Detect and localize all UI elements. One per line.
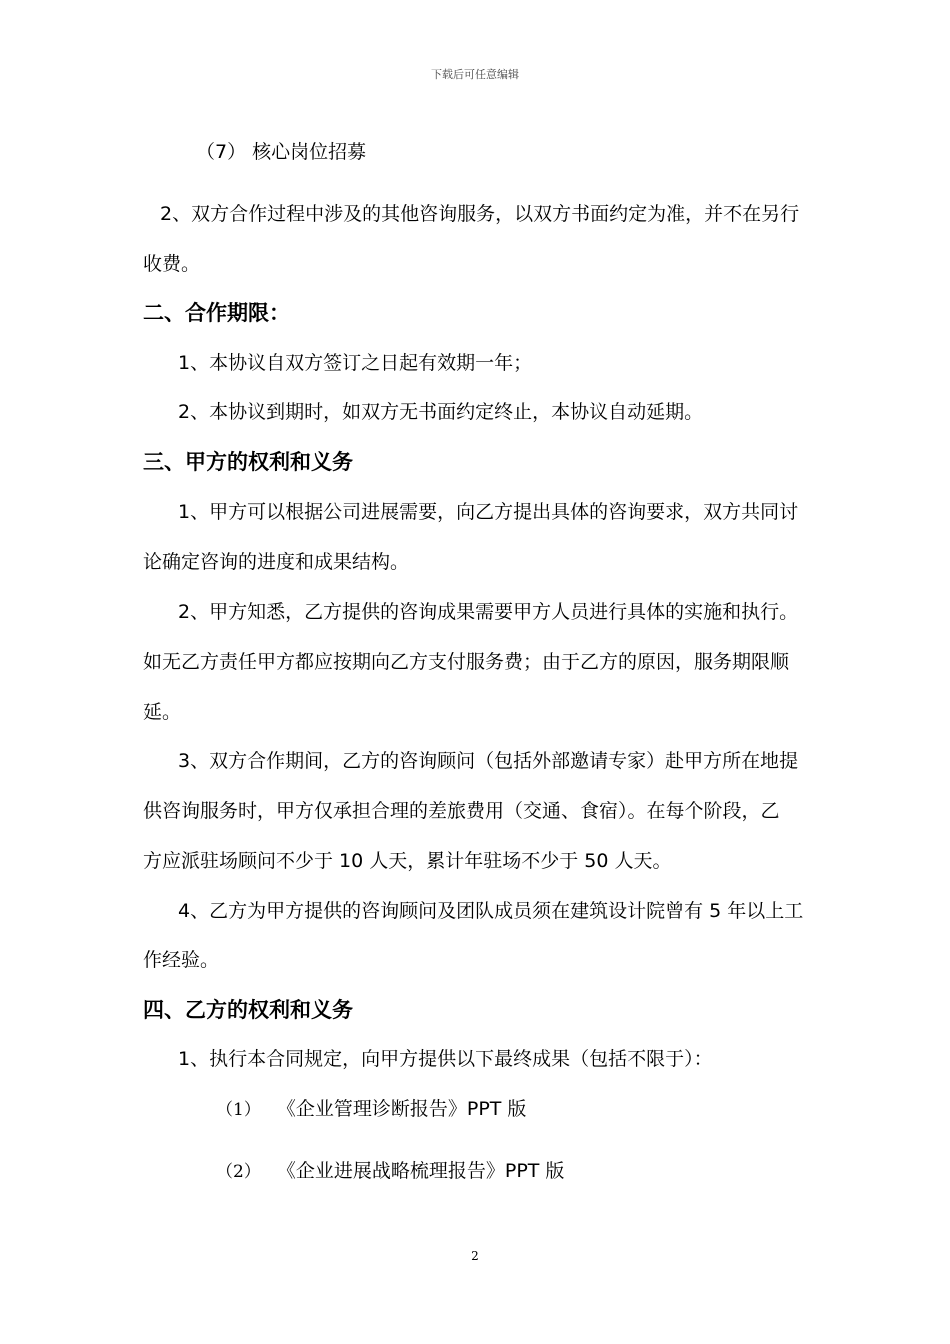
paragraph-line: 3、双方合作期间，乙方的咨询顾问（包括外部邀请专家）赴甲方所在地提 bbox=[178, 750, 799, 772]
paragraph-line: 作经验。 bbox=[143, 949, 220, 971]
paragraph-line: 4、乙方为甲方提供的咨询顾问及团队成员须在建筑设计院曾有 5 年以上工 bbox=[178, 900, 804, 922]
paragraph-line: 方应派驻场顾问不少于 10 人天，累计年驻场不少于 50 人天。 bbox=[143, 850, 672, 872]
paragraph-line: 如无乙方责任甲方都应按期向乙方支付服务费；由于乙方的原因，服务期限顺 bbox=[143, 651, 790, 673]
paragraph-line: 延。 bbox=[143, 701, 182, 723]
paragraph-line: 2、本协议到期时，如双方无书面约定终止，本协议自动延期。 bbox=[178, 401, 704, 423]
paragraph-line: 收费。 bbox=[143, 253, 201, 275]
section-heading: 三、甲方的权利和义务 bbox=[143, 450, 353, 474]
paragraph-line: 2、双方合作过程中涉及的其他咨询服务，以双方书面约定为准，并不在另行 bbox=[160, 203, 800, 225]
list-number: （1） bbox=[216, 1100, 261, 1120]
paragraph-line: 1、甲方可以根据公司进展需要，向乙方提出具体的咨询要求，双方共同讨 bbox=[178, 501, 799, 523]
paragraph-line: 1、执行本合同规定，向甲方提供以下最终成果（包括不限于）： bbox=[178, 1048, 713, 1070]
paragraph-line: 2、甲方知悉，乙方提供的咨询成果需要甲方人员进行具体的实施和执行。 bbox=[178, 601, 799, 623]
list-number: （2） bbox=[216, 1162, 261, 1182]
list-text: 《企业进展战略梳理报告》PPT 版 bbox=[276, 1160, 565, 1182]
list-item bbox=[216, 1158, 564, 1185]
paragraph-line: 论确定咨询的进度和成果结构。 bbox=[143, 551, 410, 573]
page-number: 2 bbox=[471, 1249, 479, 1263]
page-header: 下载后可任意编辑 bbox=[431, 68, 519, 81]
section-heading: 二、合作期限： bbox=[143, 301, 290, 325]
paragraph-line: 1、本协议自双方签订之日起有效期一年； bbox=[178, 352, 533, 374]
list-text: 《企业管理诊断报告》PPT 版 bbox=[276, 1098, 527, 1120]
list-item bbox=[216, 1096, 526, 1123]
section-heading: 四、乙方的权利和义务 bbox=[143, 998, 353, 1022]
paragraph-line: 供咨询服务时，甲方仅承担合理的差旅费用（交通、食宿）。在每个阶段，乙 bbox=[143, 800, 780, 822]
list-item: （7） 核心岗位招募 bbox=[196, 141, 367, 163]
